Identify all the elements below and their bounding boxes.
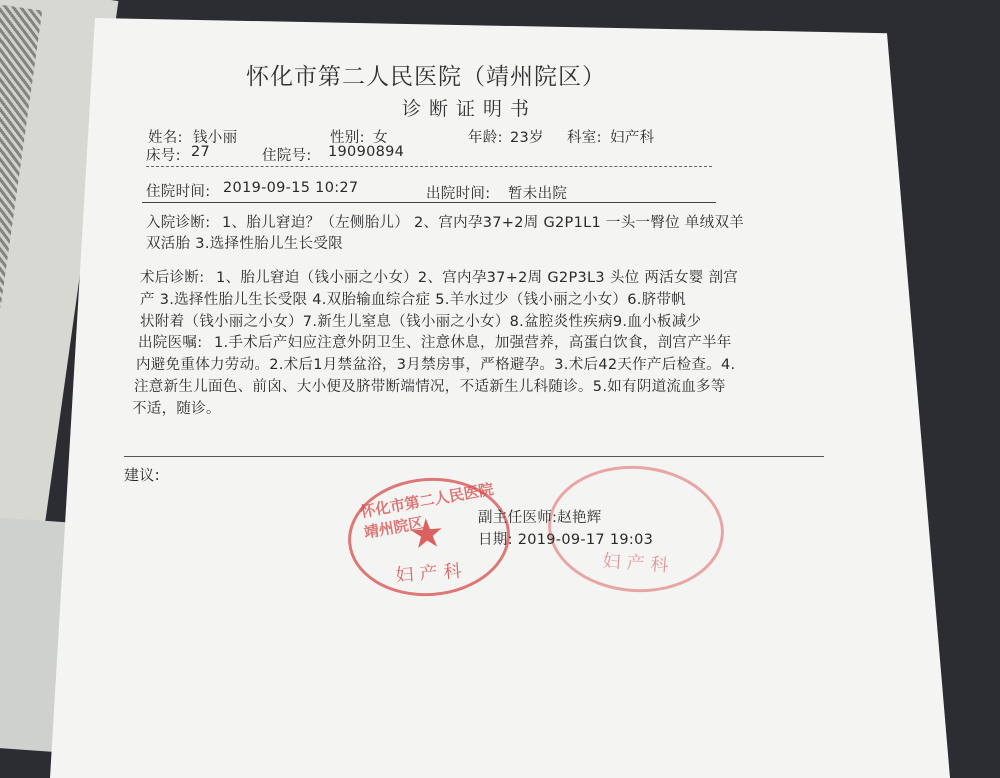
dashed-divider [146,166,712,167]
admission-diagnosis-line-1: 1、胎儿窘迫？（左侧胎儿） 2、宫内孕37+2周 G2P1L1 一头一臀位 单绒双羊 [222,215,745,231]
hospital-name: 怀化市第二人民医院（靖州院区） [246,64,606,90]
department-label: 科室: [567,130,602,146]
admission-number: 19090894 [328,144,405,160]
document-title: 诊断证明书 [402,98,538,120]
suggestion-label: 建议: [124,466,160,484]
admission-number-label: 住院号: [262,148,312,164]
age-value: 23岁 [510,130,544,146]
discharge-advice-line-1: 1.手术后产妇应注意外阴卫生、注意休息，加强营养，高蛋白饮食，剖宫产半年 [214,335,732,351]
patient-name-label: 姓名: [148,130,183,146]
discharge-advice-label: 出院医嘱: [138,335,203,351]
stamp-arc-text: 怀化市第二人民医院靖州院区 [358,479,495,542]
post-op-diagnosis-label: 术后诊断: [140,270,205,286]
header-divider [142,202,716,203]
discharge-advice-line-4: 不适，随诊。 [132,401,221,417]
star-icon: ★ [407,509,447,559]
admit-time-label: 住院时间: [146,184,211,200]
department-value: 妇产科 [610,130,655,146]
post-op-diagnosis-line-2: 产 3.选择性胎儿生长受限 4.双胎输血综合症 5.羊水过少（钱小丽之小女）6.脐带帆 [140,292,687,308]
footer-divider [124,456,824,457]
stamp-right-department: 妇产科 [601,550,676,577]
post-op-diagnosis-line-1: 1、胎儿窘迫（钱小丽之小女）2、宫内孕37+2周 G2P3L3 头位 两活女婴 剖宫 [216,270,739,286]
stamp-department: 妇产科 [394,560,469,587]
bed-value: 27 [191,144,211,160]
post-op-diagnosis-line-3: 状附着（钱小丽之小女）7.新生儿窒息（钱小丽之小女）8.盆腔炎性疾病9.血小板减少 [140,314,702,330]
patient-name: 钱小丽 [193,130,238,146]
discharge-time: 暂未出院 [508,186,568,202]
sex-value: 女 [373,130,388,146]
discharge-advice-line-2: 内避免重体力劳动。2.术后1月禁盆浴，3月禁房事，严格避孕。3.术后42天作产后检查。4. [136,357,736,373]
admission-diagnosis-label: 入院诊断: [146,215,211,231]
age-label: 年龄: [468,130,503,146]
doctor-signature: 副主任医师:赵艳辉 [478,510,602,526]
bed-label: 床号: [146,148,181,164]
admit-time: 2019-09-15 10:27 [223,180,359,196]
sex-label: 性别: [330,130,365,146]
signature-date: 日期: 2019-09-17 19:03 [478,532,654,548]
discharge-advice-line-3: 注意新生儿面色、前囟、大小便及脐带断端情况，不适新生儿科随诊。5.如有阴道流血多等 [134,379,726,395]
admission-diagnosis-line-2: 双活胎 3.选择性胎儿生长受限 [146,236,343,252]
discharge-time-label: 出院时间: [426,186,491,202]
